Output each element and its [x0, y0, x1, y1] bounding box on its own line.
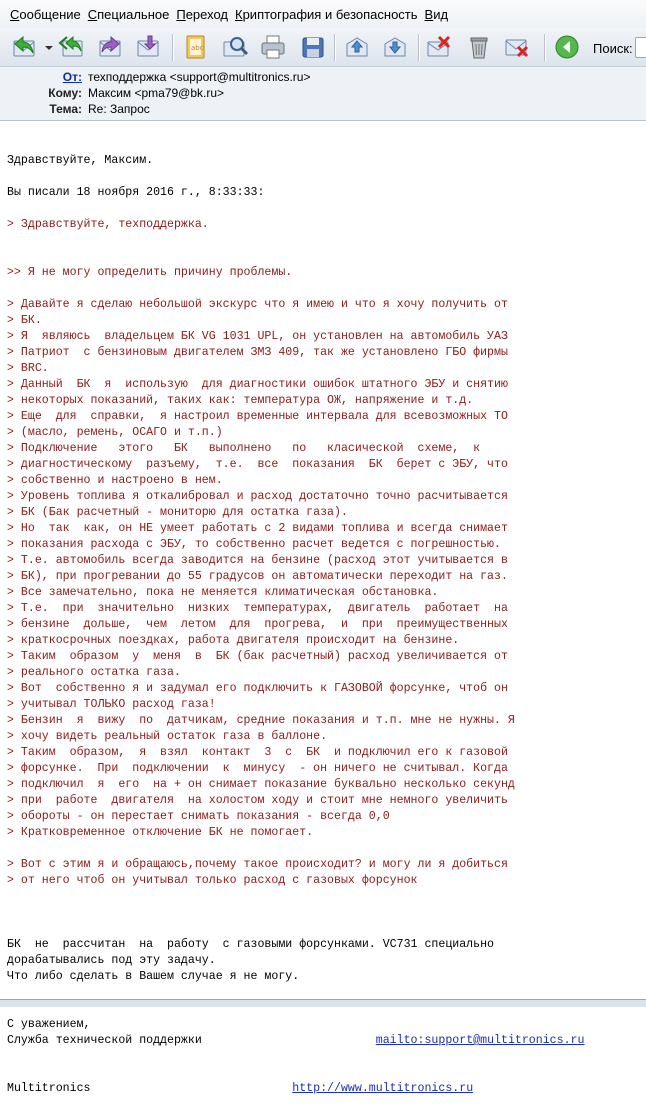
menu-view-rest: ид	[433, 6, 449, 22]
website-link[interactable]: http://www.multitronics.ru	[292, 1082, 474, 1095]
next-icon[interactable]	[380, 32, 410, 62]
quoted-line: >> Я не могу определить причину проблемы.	[7, 266, 293, 279]
quoted-line: > краткосрочных поездках, работа двигателя происходит на бензине.	[7, 634, 460, 647]
quoted-line: > показания расхода с ЭБУ, то собственно расчет ведется с погрешностью.	[7, 538, 501, 551]
svg-text:abc: abc	[191, 44, 204, 52]
quoted-line: > собственно и настроено в нем.	[7, 474, 223, 487]
quoted-line: > Кратковременное отключение БК не помогает.	[7, 826, 314, 839]
quoted-line: > Вот с этим я и обращаюсь,почему такое происходит? и могу ли я добиться	[7, 858, 508, 871]
back-icon[interactable]	[552, 32, 582, 62]
save-icon[interactable]	[298, 32, 328, 62]
subject-label: Тема:	[49, 102, 82, 116]
reply-icon[interactable]	[8, 32, 38, 62]
body-line	[7, 921, 643, 937]
signature-line-2	[7, 1081, 643, 1097]
quoted-line: > Я являюсь владельцем БК VG 1031 UPL, он установлен на автомобиль УАЗ	[7, 330, 508, 343]
subject-value: Re: Запрос	[88, 102, 150, 116]
body-line: С уважением,	[7, 1018, 91, 1031]
to-label: Кому:	[48, 86, 82, 100]
body-line	[7, 281, 643, 297]
quoted-line: > от него чтоб он учитывал только расход с газовых форсунок	[7, 874, 418, 887]
quoted-line: > Т.е. автомобиль всегда заводится на бензине (расход этот учитывается в	[7, 554, 508, 567]
delete-icon[interactable]	[424, 32, 454, 62]
quoted-line: > Таким образом у меня в БК (бак расчетный) расход увеличивается от	[7, 650, 508, 663]
message-body	[7, 121, 643, 1113]
quoted-line: > при работе двигателя на холостом ходу и стоит мне немного увеличить	[7, 794, 508, 807]
body-line	[7, 233, 643, 249]
quoted-line: > Еще для справки, я настроил временные интервала для всевозможных ТО	[7, 410, 508, 423]
body-line	[7, 249, 643, 265]
menu-special-rest: пециальное	[97, 6, 170, 22]
status-bar	[0, 999, 646, 1007]
message-headers	[0, 67, 646, 121]
quoted-line: > некоторых показаний, таких как: температура ОЖ, напряжение и т.д.	[7, 394, 474, 407]
header-subject	[0, 102, 646, 118]
body-line: Здравствуйте, Максим.	[7, 154, 154, 167]
quoted-line: > диагностическому разъему, т.е. все показания БК берет с ЭБУ, что	[7, 458, 508, 471]
menu-message[interactable]: Сообщение	[10, 6, 81, 22]
body-line	[7, 889, 643, 905]
junk-icon[interactable]	[502, 32, 532, 62]
signature-dept: Служба технической поддержки	[7, 1034, 202, 1047]
menu-go[interactable]: Переход	[176, 6, 228, 22]
quoted-line: > БК.	[7, 314, 42, 327]
body-line	[7, 201, 643, 217]
menu-go-rest: ереход	[185, 6, 228, 22]
quoted-line: > Давайте я сделаю небольшой экскурс что я имею и что я хочу получить от	[7, 298, 508, 311]
quoted-line: > Бензин я вижу по датчикам, средние показания и т.п. мне не нужны. Я	[7, 714, 515, 727]
trash-icon[interactable]	[464, 32, 494, 62]
quoted-line: > BRC.	[7, 362, 49, 375]
forward-attach-icon[interactable]	[134, 32, 164, 62]
previous-icon[interactable]	[342, 32, 372, 62]
from-label[interactable]: От:	[62, 70, 82, 84]
quoted-line: > Данный БК я использую для диагностики ошибок штатного ЭБУ и снятию	[7, 378, 508, 391]
address-book-icon[interactable]	[180, 32, 210, 62]
quoted-line: > бензине дольше, чем летом для прогрева, и при преимущественных	[7, 618, 508, 631]
quoted-line: > БК), при прогревании до 55 градусов он автоматически переходит на газ.	[7, 570, 508, 583]
body-line: Что либо сделать в Вашем случае я не могу.	[7, 970, 300, 983]
body-line: Вы писали 18 ноября 2016 г., 8:33:33:	[7, 186, 265, 199]
menu-message-rest: ообщение	[19, 6, 81, 22]
body-line: дорабатывались под эту задачу.	[7, 954, 216, 967]
print-icon[interactable]	[258, 32, 288, 62]
header-from	[0, 70, 646, 86]
quoted-line: > реального остатка газа.	[7, 666, 181, 679]
body-line	[7, 841, 643, 857]
quoted-line: > Все замечательно, пока не меняется климатическая обстановка.	[7, 586, 439, 599]
toolbar	[0, 28, 646, 67]
to-value[interactable]: Максим <pma79@bk.ru>	[88, 86, 225, 100]
quoted-line: > подключил я его на + он снимает показание буквально несколько секунд	[7, 778, 515, 791]
signature-line-1	[7, 1033, 643, 1049]
quoted-line: > Здравствуйте, техподдержка.	[7, 218, 209, 231]
search-label: Поиск:	[593, 41, 633, 56]
body-line	[7, 905, 643, 921]
quoted-line: > БК (Бак расчетный - мониторю для остатка газа).	[7, 506, 348, 519]
quoted-line: > Таким образом, я взял контакт 3 с БК и подключил его к газовой	[7, 746, 508, 759]
quoted-line: > Уровень топлива я откалибровал и расход достаточно точно расчитывается	[7, 490, 508, 503]
from-value[interactable]: техподдержка <support@multitronics.ru>	[88, 70, 311, 84]
quoted-line: > Подключение этого БК выполнено по класической схеме, к	[7, 442, 481, 455]
header-to	[0, 86, 646, 102]
menu-special[interactable]: Специальное	[87, 6, 170, 22]
signature-company: Multitronics	[7, 1082, 91, 1095]
forward-icon[interactable]	[96, 32, 126, 62]
quoted-line: > Патриот с бензиновым двигателем ЗМЗ 409, так же установлено ГБО фирмы	[7, 346, 508, 359]
mailto-link[interactable]: mailto:support@multitronics.ru	[375, 1034, 585, 1047]
menu-security[interactable]: Криптография и безопасность	[235, 6, 418, 22]
body-line: БК не рассчитан на работу с газовыми форсунками. VC731 специально	[7, 938, 495, 951]
quoted-line: > Но так как, он НЕ умеет работать с 2 видами топлива и всегда снимает	[7, 522, 508, 535]
quoted-line: > учитывал ТОЛЬКО расход газа!	[7, 698, 216, 711]
menu-security-rest: риптография и безопасность	[242, 6, 418, 22]
menu-view[interactable]: Вид	[424, 6, 449, 22]
quoted-line: > Вот собственно я и задумал его подключить к ГАЗОВОЙ форсунке, чтоб он	[7, 682, 508, 695]
quoted-line: > (масло, ремень, ОСАГО и т.п.)	[7, 426, 223, 439]
quoted-line: > хочу видеть реальный остаток газа в баллоне.	[7, 730, 328, 743]
menu-bar	[0, 0, 646, 28]
reply-all-icon[interactable]	[56, 32, 86, 62]
search-input[interactable]	[635, 37, 646, 58]
find-icon[interactable]	[220, 32, 250, 62]
body-line	[7, 169, 643, 185]
quoted-line: > Т.е. при значительно низких температурах, двигатель работает на	[7, 602, 508, 615]
quoted-line: > форсунке. При подключении к минусу - он ничего не считывал. Когда	[7, 762, 508, 775]
quoted-line: > обороты - он перестает снимать показания - всегда 0,0	[7, 810, 390, 823]
